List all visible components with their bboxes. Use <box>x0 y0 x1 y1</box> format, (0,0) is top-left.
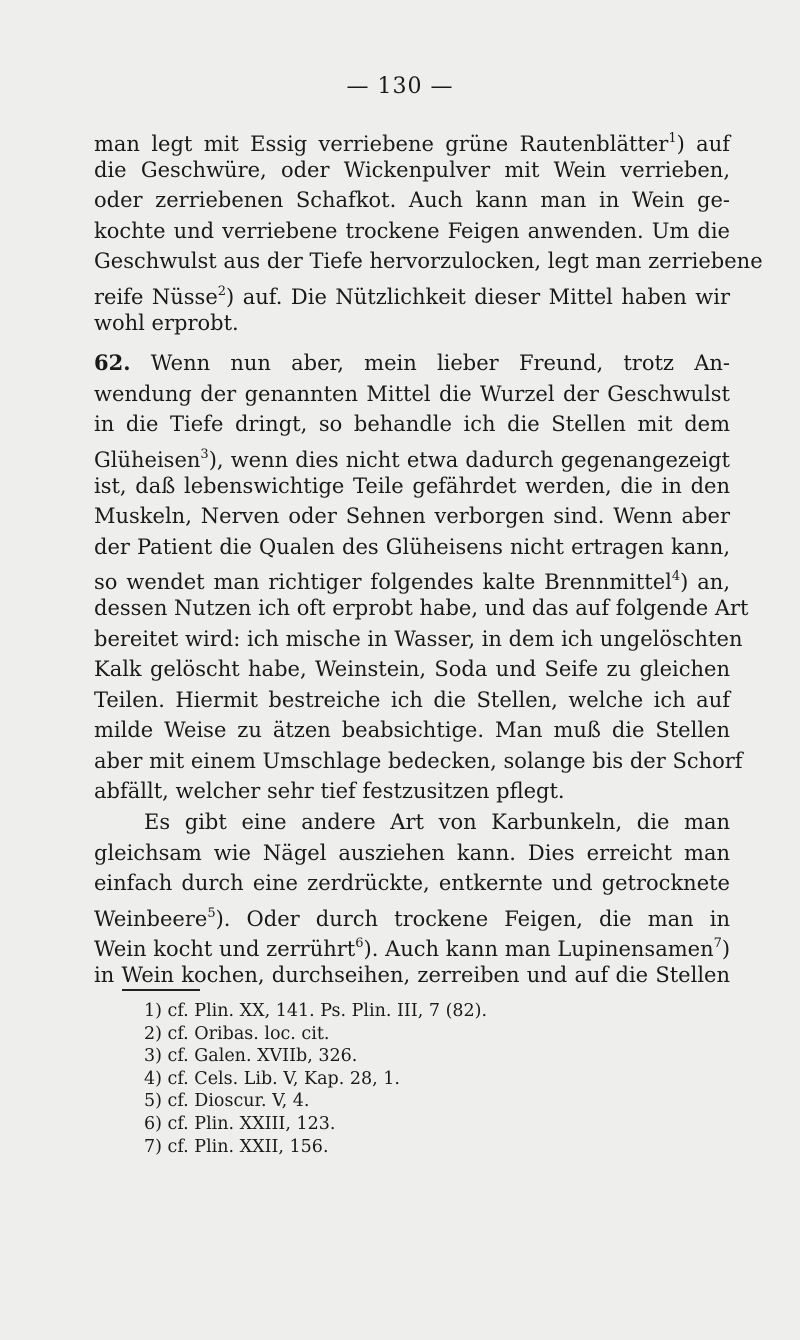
line-text: Weinbeere <box>94 906 208 931</box>
text-line <box>94 593 749 624</box>
body-text <box>94 124 763 991</box>
footnote-marker: 6 <box>355 936 364 952</box>
line-text-continued: ), wenn dies nicht etwa dadurch gegenangezeigt <box>208 447 730 472</box>
text-line <box>94 929 730 960</box>
text-line <box>94 277 730 308</box>
text-line <box>94 124 730 155</box>
line-text: gleichsam wie Nägel ausziehen kann. Dies erreicht man <box>94 840 730 865</box>
line-text: Muskeln, Nerven oder Sehnen verborgen sind. Wenn aber <box>94 504 730 529</box>
line-text: man legt mit Essig verriebene grüne Rautenblätter <box>94 132 669 156</box>
line-text-continued: ) <box>721 937 731 962</box>
line-text-continued: ). Oder durch trockene Feigen, die man in <box>215 906 730 931</box>
line-text-continued: ). Auch kann man Lupinensamen <box>363 937 714 962</box>
footnote-marker: 1 <box>668 131 677 146</box>
footnote-marker: 3 <box>200 446 209 462</box>
line-text: wohl erprobt. <box>94 310 239 335</box>
text-line <box>94 868 730 899</box>
footnote-divider <box>122 989 200 991</box>
footnote-entry: 1) cf. Plin. XX, 141. Ps. Plin. III, 7 (82). <box>144 1001 488 1021</box>
line-text: der Patient die Qualen des Glüheisens nicht ertragen kann, <box>94 534 730 559</box>
footnote-entry: 2) cf. Oribas. loc. cit. <box>144 1023 330 1044</box>
line-text: die Geschwüre, oder Wickenpulver mit Wein verrieben, <box>94 157 730 182</box>
line-text-continued: ) an, <box>680 570 730 595</box>
text-line <box>94 471 730 502</box>
text-line <box>94 216 730 247</box>
line-text: Teilen. Hiermit bestreiche ich die Stellen, welche ich auf <box>94 687 730 712</box>
text-line <box>94 838 730 869</box>
text-line <box>94 440 730 471</box>
text-line <box>94 409 730 440</box>
line-text: Geschwulst aus der Tiefe hervorzulocken, legt man zerriebene <box>94 249 763 274</box>
line-text: reife Nüsse <box>94 284 218 309</box>
line-text: bereitet wird: ich mische in Wasser, in dem ich ungelöschten <box>94 626 743 651</box>
line-text: Kalk gelöscht habe, Weinstein, Soda und Seife zu gleichen <box>94 657 730 682</box>
line-text: abfällt, welcher sehr tief festzusitzen pflegt. <box>94 779 565 804</box>
line-text: wendung der genannten Mittel die Wurzel der Geschwulst <box>94 381 730 406</box>
line-text: dessen Nutzen ich oft erprobt habe, und das auf folgende Art <box>94 595 749 620</box>
line-text: Es gibt eine andere Art von Karbunkeln, die man <box>144 810 730 835</box>
footnote-marker: 5 <box>207 905 216 921</box>
footnote-marker: 4 <box>671 569 681 585</box>
text-line <box>94 685 730 716</box>
footnote-marker: 2 <box>217 283 227 299</box>
footnotes <box>144 1000 487 1158</box>
text-line <box>94 348 730 379</box>
footnote-entry: 3) cf. Galen. XVIIb, 326. <box>144 1046 358 1067</box>
text-line <box>94 715 730 746</box>
page-number: — 130 — <box>346 74 454 99</box>
text-line <box>94 532 730 563</box>
paragraph-gap <box>94 338 730 348</box>
line-text: einfach durch eine zerdrückte, entkernte und getrocknete <box>94 871 730 896</box>
text-line <box>94 246 763 277</box>
text-line <box>94 379 730 410</box>
footnote-entry: 7) cf. Plin. XXII, 156. <box>144 1136 329 1157</box>
text-line <box>94 501 730 532</box>
footnote-entry: 5) cf. Dioscur. V, 4. <box>144 1091 310 1112</box>
line-text-continued: ) auf. Die Nützlichkeit dieser Mittel haben wir <box>226 284 730 309</box>
text-line <box>94 654 730 685</box>
footnote-entry: 4) cf. Cels. Lib. V, Kap. 28, 1. <box>144 1068 400 1089</box>
line-text: in die Tiefe dringt, so behandle ich die Stellen mit dem <box>94 412 730 437</box>
text-line <box>94 155 730 186</box>
text-line <box>94 899 730 930</box>
text-line <box>94 807 730 838</box>
text-line <box>94 562 730 593</box>
text-line <box>94 960 730 991</box>
paragraph-number: 62. <box>94 350 131 376</box>
footnote-marker: 7 <box>713 936 722 952</box>
line-text: milde Weise zu ätzen beabsichtige. Man muß die Stellen <box>94 718 730 743</box>
text-line <box>94 308 730 339</box>
line-text: in Wein kochen, durchseihen, zerreiben und auf die Stellen <box>94 963 730 988</box>
line-text: so wendet man richtiger folgendes kalte Brennmittel <box>94 570 672 595</box>
line-text-continued: ) auf <box>676 132 731 156</box>
line-text: aber mit einem Umschlage bedecken, solange bis der Schorf <box>94 748 743 773</box>
text-line <box>94 746 743 777</box>
text-line <box>94 624 743 655</box>
line-text: Glüheisen <box>94 447 201 472</box>
footnote-entry: 6) cf. Plin. XXIII, 123. <box>144 1113 336 1134</box>
text-line <box>94 185 730 216</box>
line-text: kochte und verriebene trockene Feigen anwenden. Um die <box>94 218 730 243</box>
line-text: Wenn nun aber, mein lieber Freund, trotz An- <box>130 351 730 376</box>
text-line <box>94 776 730 807</box>
line-text: Wein kocht und zerrührt <box>94 937 356 962</box>
line-text: ist, daß lebenswichtige Teile gefährdet werden, die in den <box>94 473 730 498</box>
line-text: oder zerriebenen Schafkot. Auch kann man in Wein ge- <box>94 188 730 213</box>
